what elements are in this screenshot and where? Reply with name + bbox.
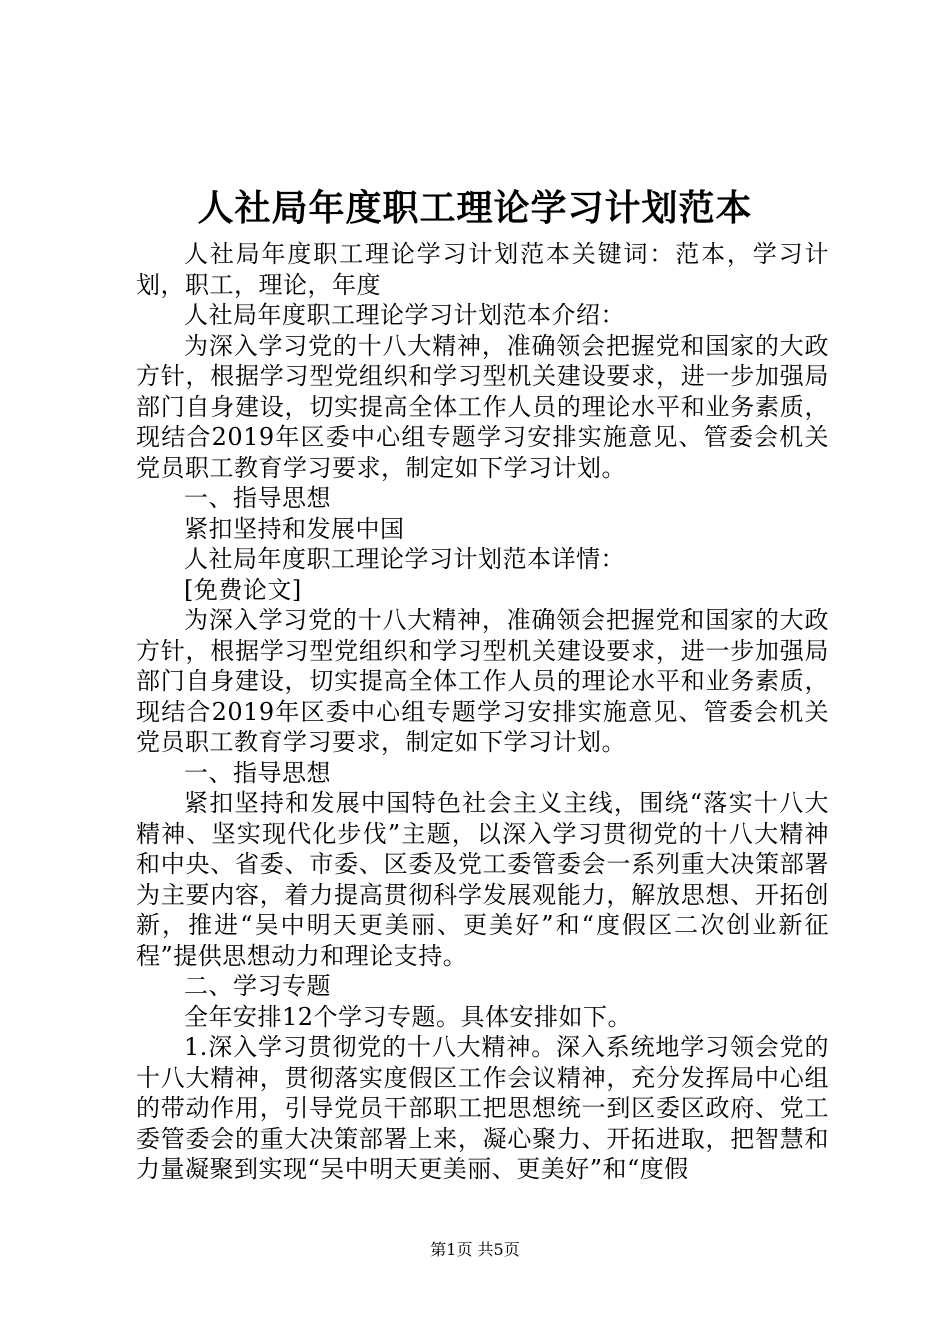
paragraph-details-text: 为深入学习党的十八大精神，准确领会把握党和国家的大政方针，根据学习型党组织和学习型机关建设要求，进一步加强局部门自身建设，切实提高全体工作人员的理论水平和业务素质，现结合2019年区委中心组专题学习安排实施意见、管委会机关党员职工教育学习要求，制定如下学习计划。: [136, 606, 829, 756]
paragraph-topic-1: 1.深入学习贯彻党的十八大精神。深入系统地学习领会党的十八大精神，贯彻落实度假区工作会议精神，充分发挥局中心组的带动作用，引导党员干部职工把思想统一到区委区政府、党工委管委会的重大决策部署上来，凝心聚力、开拓进取，把智慧和力量凝聚到实现“吴中明天更美丽、更美好”和“度假: [136, 1033, 829, 1183]
paragraph-free-paper-tag: [免费论文]: [184, 575, 302, 604]
document-body: [136, 239, 829, 1185]
paragraph-details-heading: 人社局年度职工理论学习计划范本详情：: [184, 545, 625, 573]
paragraph-keywords: 人社局年度职工理论学习计划范本关键词：范本，学习计划，职工，理论，年度: [136, 240, 829, 299]
document-title: 人社局年度职工理论学习计划范本: [197, 187, 753, 229]
paragraph-guiding-thought-text: 紧扣坚持和发展中国特色社会主义主线，围绕“落实十八大精神、坚实现代化步伐”主题，以深入学习贯彻党的十八大精神和中央、省委、市委、区委及党工委管委会一系列重大决策部署为主要内容，着力提高贯彻科学发展观能力，解放思想、开拓创新，推进“吴中明天更美丽、更美好”和“度假区二次创业新征程”提供思想动力和理论支持。: [136, 789, 829, 970]
paragraph-study-topics-summary: 全年安排12个学习专题。具体安排如下。: [184, 1002, 633, 1031]
paragraph-intro-text: 为深入学习党的十八大精神，准确领会把握党和国家的大政方针，根据学习型党组织和学习型机关建设要求，进一步加强局部门自身建设，切实提高全体工作人员的理论水平和业务素质，现结合2019年区委中心组专题学习安排实施意见、管委会机关党员职工教育学习要求，制定如下学习计划。: [136, 331, 829, 482]
section-heading-guiding-thought: 一、指导思想: [184, 484, 331, 512]
paragraph-guiding-excerpt: 紧扣坚持和发展中国: [184, 514, 405, 543]
section-heading-study-topics: 二、学习专题: [184, 972, 331, 1000]
page-footer: 第1页 共5页: [430, 1240, 520, 1259]
paragraph-intro-heading: 人社局年度职工理论学习计划范本介绍：: [184, 301, 625, 329]
section-heading-guiding-thought-2: 一、指导思想: [184, 758, 331, 787]
